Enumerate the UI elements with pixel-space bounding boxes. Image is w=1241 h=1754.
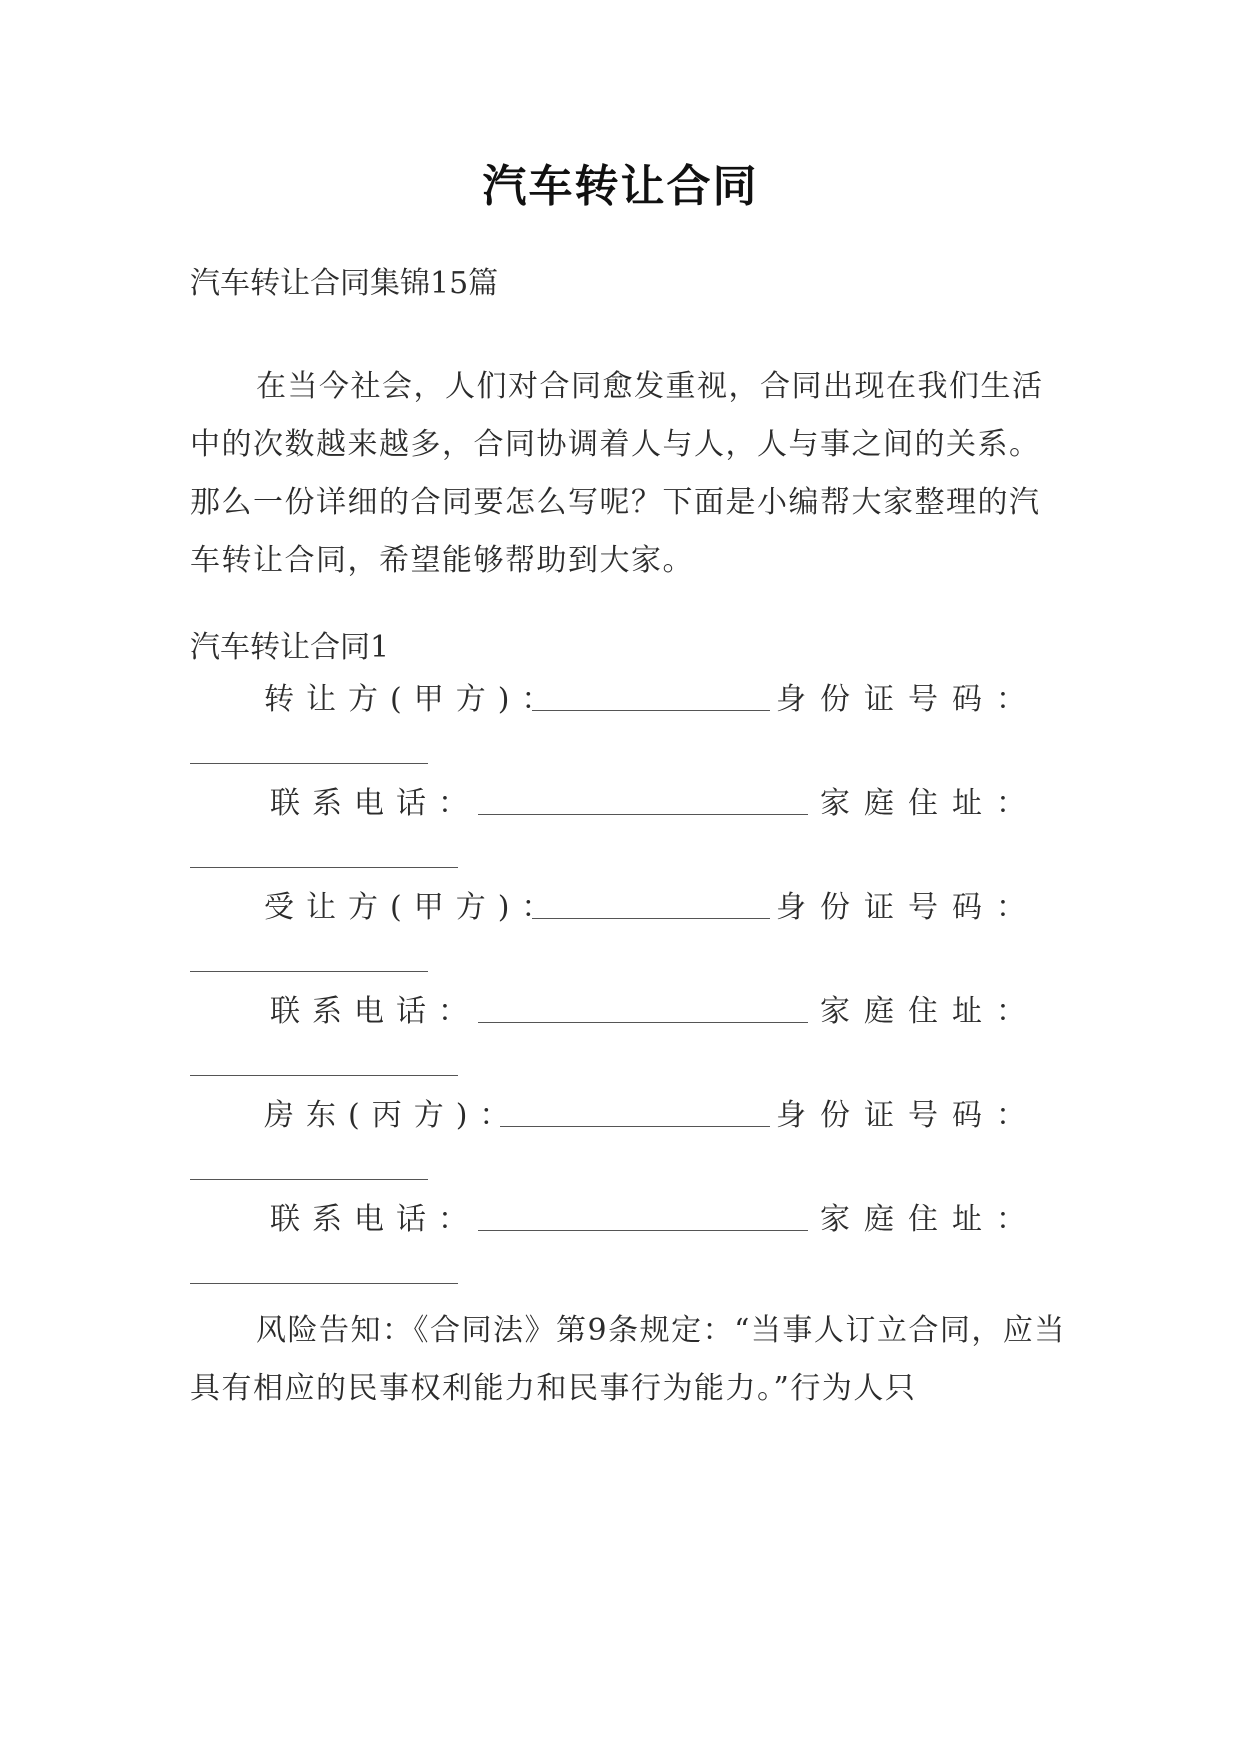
party-row-phone bbox=[190, 992, 1040, 1032]
fill-blank[interactable] bbox=[190, 1179, 428, 1180]
section-heading: 汽车转让合同1 bbox=[190, 630, 390, 665]
party-label-secondary: 身份证号码： bbox=[776, 890, 1040, 925]
party-row-transferee bbox=[190, 888, 1040, 928]
fill-blank[interactable] bbox=[190, 1075, 458, 1076]
party-label-secondary: 家庭住址： bbox=[820, 786, 1040, 821]
fill-blank[interactable] bbox=[532, 710, 770, 711]
fill-blank[interactable] bbox=[478, 1230, 808, 1231]
fill-blank[interactable] bbox=[190, 1283, 458, 1284]
party-row-landlord bbox=[190, 1096, 1040, 1136]
party-row-phone bbox=[190, 784, 1040, 824]
party-row-transferor bbox=[190, 680, 1040, 720]
party-label: 转让方(甲方)： bbox=[264, 682, 564, 717]
party-label-secondary: 身份证号码： bbox=[776, 1098, 1040, 1133]
fill-blank[interactable] bbox=[190, 763, 428, 764]
document-subtitle: 汽车转让合同集锦15篇 bbox=[190, 266, 499, 301]
party-label: 房东(丙方)： bbox=[264, 1098, 522, 1133]
party-label: 联系电话： bbox=[270, 786, 480, 821]
fill-blank[interactable] bbox=[500, 1126, 770, 1127]
party-row-phone bbox=[190, 1200, 1040, 1240]
fill-blank[interactable] bbox=[478, 1022, 808, 1023]
party-label-secondary: 身份证号码： bbox=[776, 682, 1040, 717]
fill-blank[interactable] bbox=[478, 814, 808, 815]
fill-blank[interactable] bbox=[190, 867, 458, 868]
party-label-secondary: 家庭住址： bbox=[820, 994, 1040, 1029]
party-label-secondary: 家庭住址： bbox=[820, 1202, 1040, 1237]
party-label: 联系电话： bbox=[270, 994, 480, 1029]
party-label: 受让方(甲方)： bbox=[264, 890, 564, 925]
fill-blank[interactable] bbox=[532, 918, 770, 919]
fill-blank[interactable] bbox=[190, 971, 428, 972]
document-title: 汽车转让合同 bbox=[482, 161, 759, 212]
party-label: 联系电话： bbox=[270, 1202, 480, 1237]
risk-notice-paragraph: 风险告知：《合同法》第9条规定：“当事人订立合同，应当具有相应的民事权利能力和民事行为能力。”行为人只 bbox=[190, 1313, 1066, 1406]
intro-paragraph: 在当今社会，人们对合同愈发重视，合同出现在我们生活中的次数越来越多，合同协调着人与人，人与事之间的关系。那么一份详细的合同要怎么写呢？下面是小编帮大家整理的汽车转让合同，希望能够帮助到大家。 bbox=[190, 369, 1044, 578]
